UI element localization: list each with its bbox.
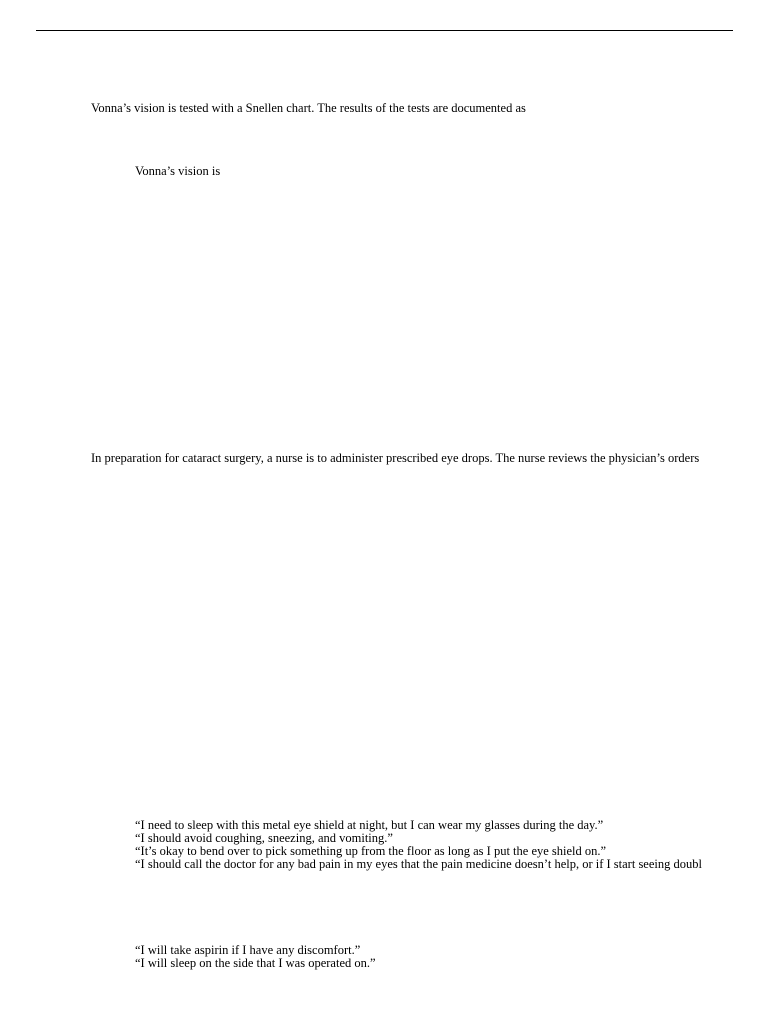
statement-list-a: [135, 819, 735, 871]
statement-list-b: [135, 944, 735, 970]
statement-item: “I should call the doctor for any bad pain in my eyes that the pain medicine doesn’t help, or if I start seeing doubl: [135, 857, 702, 871]
statement-item: “I will sleep on the side that I was operated on.”: [135, 956, 376, 970]
statement-item: “I should avoid coughing, sneezing, and vomiting.”: [135, 831, 393, 845]
top-rule: [36, 30, 733, 31]
statement-item: “I will take aspirin if I have any discomfort.”: [135, 944, 361, 957]
vision-stem-text: Vonna’s vision is: [135, 164, 221, 178]
statement-item: “I need to sleep with this metal eye shield at night, but I can wear my glasses during the day.”: [135, 819, 604, 832]
cataract-intro-text: In preparation for cataract surgery, a nurse is to administer prescribed eye drops. The nurse reviews the physician’s orders: [91, 451, 700, 465]
statement-item: “It’s okay to bend over to pick something up from the floor as long as I put the eye shield on.”: [135, 844, 607, 858]
vision-intro-text: Vonna’s vision is tested with a Snellen chart. The results of the tests are documented as: [91, 101, 526, 115]
